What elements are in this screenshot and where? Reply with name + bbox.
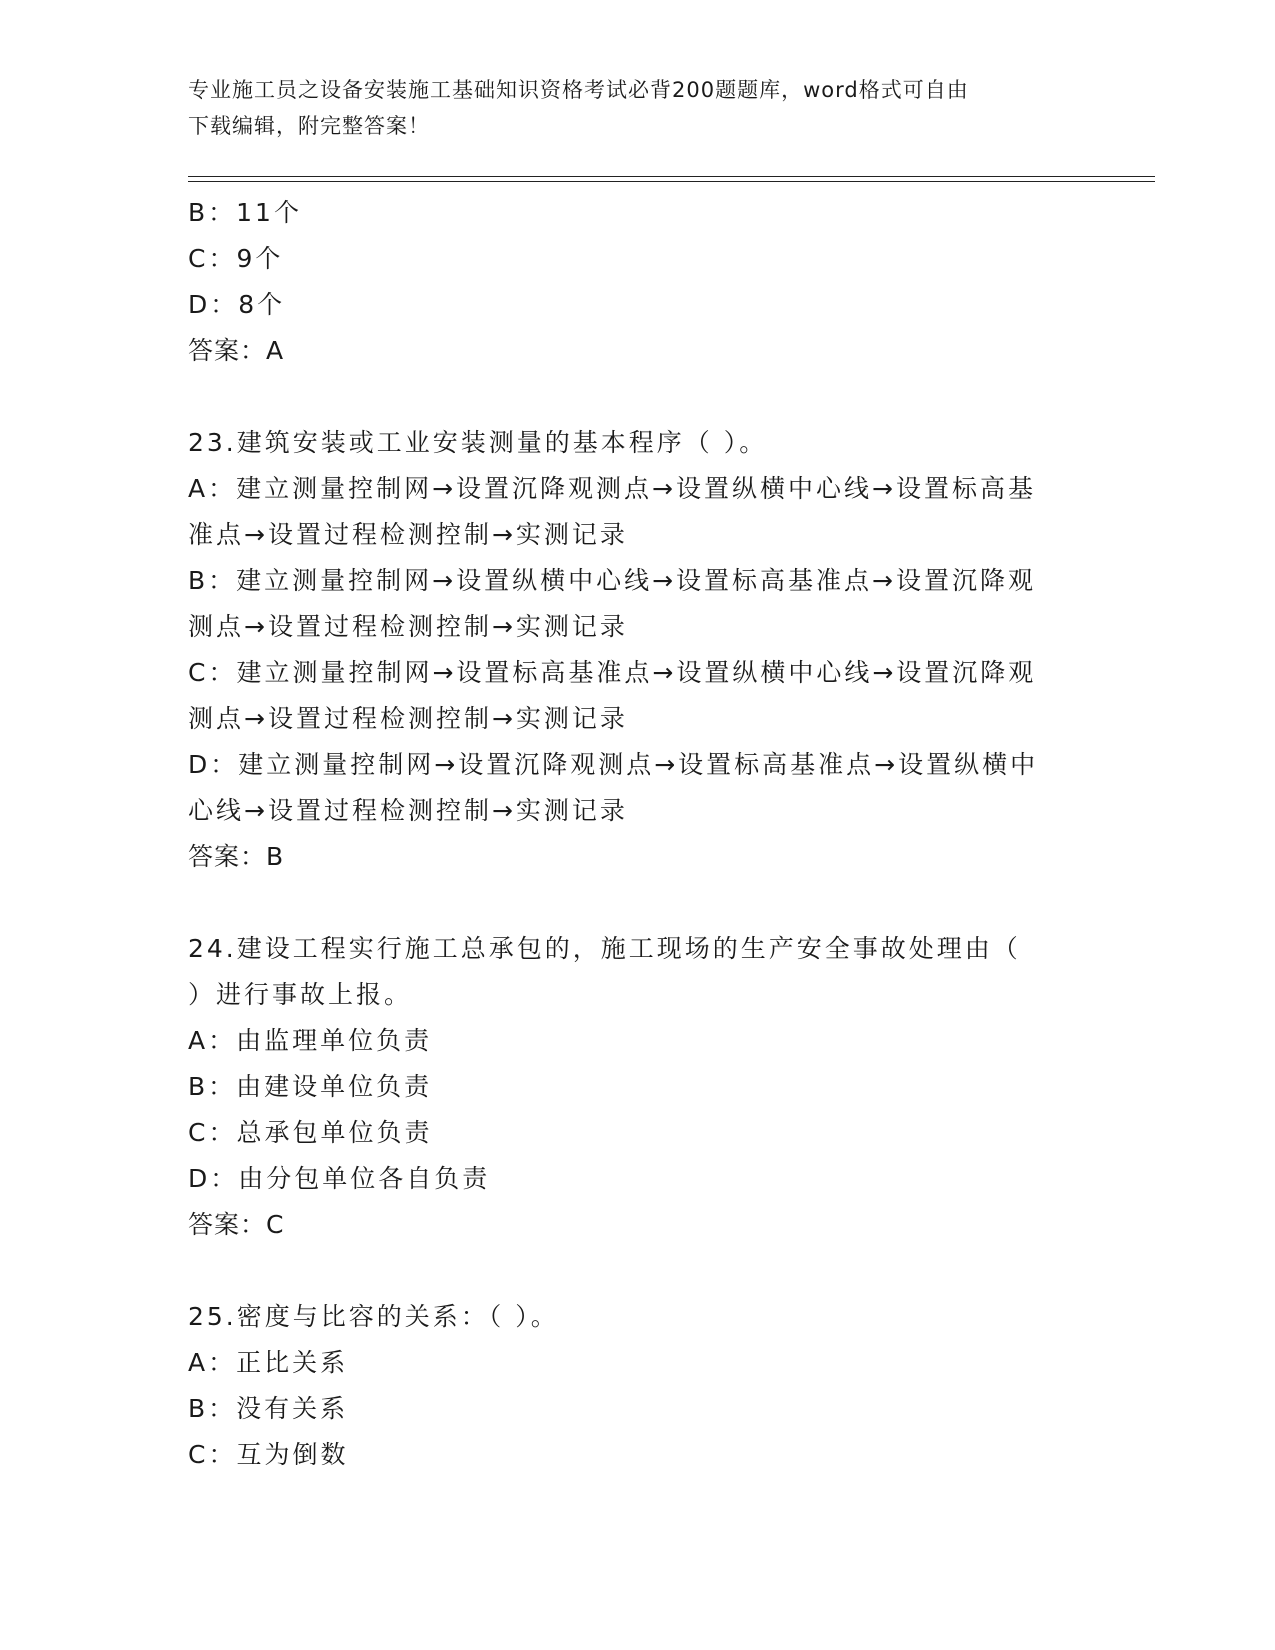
question-content xyxy=(188,190,1088,1478)
option-b: B：11个 xyxy=(188,198,302,227)
answer-line: 答案：C xyxy=(188,1210,285,1239)
header-line-1: 专业施工员之设备安装施工基础知识资格考试必背200题题库，word格式可自由 xyxy=(188,78,969,102)
option-b-line-1: B：建立测量控制网→设置纵横中心线→设置标高基准点→设置沉降观 xyxy=(188,566,1036,595)
option-a: A：正比关系 xyxy=(188,1348,349,1377)
option-b-line-2: 测点→设置过程检测控制→实测记录 xyxy=(188,612,628,641)
question-stem: 25.密度与比容的关系：（ ）。 xyxy=(188,1302,559,1331)
option-c: C：总承包单位负责 xyxy=(188,1118,433,1147)
option-c-line-2: 测点→设置过程检测控制→实测记录 xyxy=(188,704,628,733)
question-24 xyxy=(188,926,1088,1248)
option-b: B：由建设单位负责 xyxy=(188,1072,433,1101)
question-stem-line-1: 24.建设工程实行施工总承包的，施工现场的生产安全事故处理由（ xyxy=(188,934,1021,963)
option-a-line-1: A：建立测量控制网→设置沉降观测点→设置纵横中心线→设置标高基 xyxy=(188,474,1036,503)
question-stem: 23.建筑安装或工业安装测量的基本程序（ ）。 xyxy=(188,428,768,457)
option-d-line-2: 心线→设置过程检测控制→实测记录 xyxy=(188,796,628,825)
option-a-line-2: 准点→设置过程检测控制→实测记录 xyxy=(188,520,628,549)
spacer xyxy=(188,374,1088,420)
question-22-tail xyxy=(188,190,1088,374)
option-c: C：互为倒数 xyxy=(188,1440,349,1469)
option-d: D：8个 xyxy=(188,290,286,319)
option-c: C：9个 xyxy=(188,244,284,273)
question-23 xyxy=(188,420,1088,880)
option-c-line-1: C：建立测量控制网→设置标高基准点→设置纵横中心线→设置沉降观 xyxy=(188,658,1037,687)
answer-line: 答案：A xyxy=(188,336,285,365)
spacer xyxy=(188,1248,1088,1294)
header-rule-top xyxy=(188,176,1155,177)
option-a: A：由监理单位负责 xyxy=(188,1026,433,1055)
option-d-line-1: D：建立测量控制网→设置沉降观测点→设置标高基准点→设置纵横中 xyxy=(188,750,1039,779)
question-stem-line-2: ）进行事故上报。 xyxy=(188,980,413,1009)
header-line-2: 下载编辑，附完整答案！ xyxy=(188,114,430,138)
header-rule-bottom xyxy=(188,181,1155,182)
option-b: B：没有关系 xyxy=(188,1394,349,1423)
answer-line: 答案：B xyxy=(188,842,285,871)
document-header xyxy=(188,72,1068,144)
question-25 xyxy=(188,1294,1088,1478)
spacer xyxy=(188,880,1088,926)
option-d: D：由分包单位各自负责 xyxy=(188,1164,491,1193)
